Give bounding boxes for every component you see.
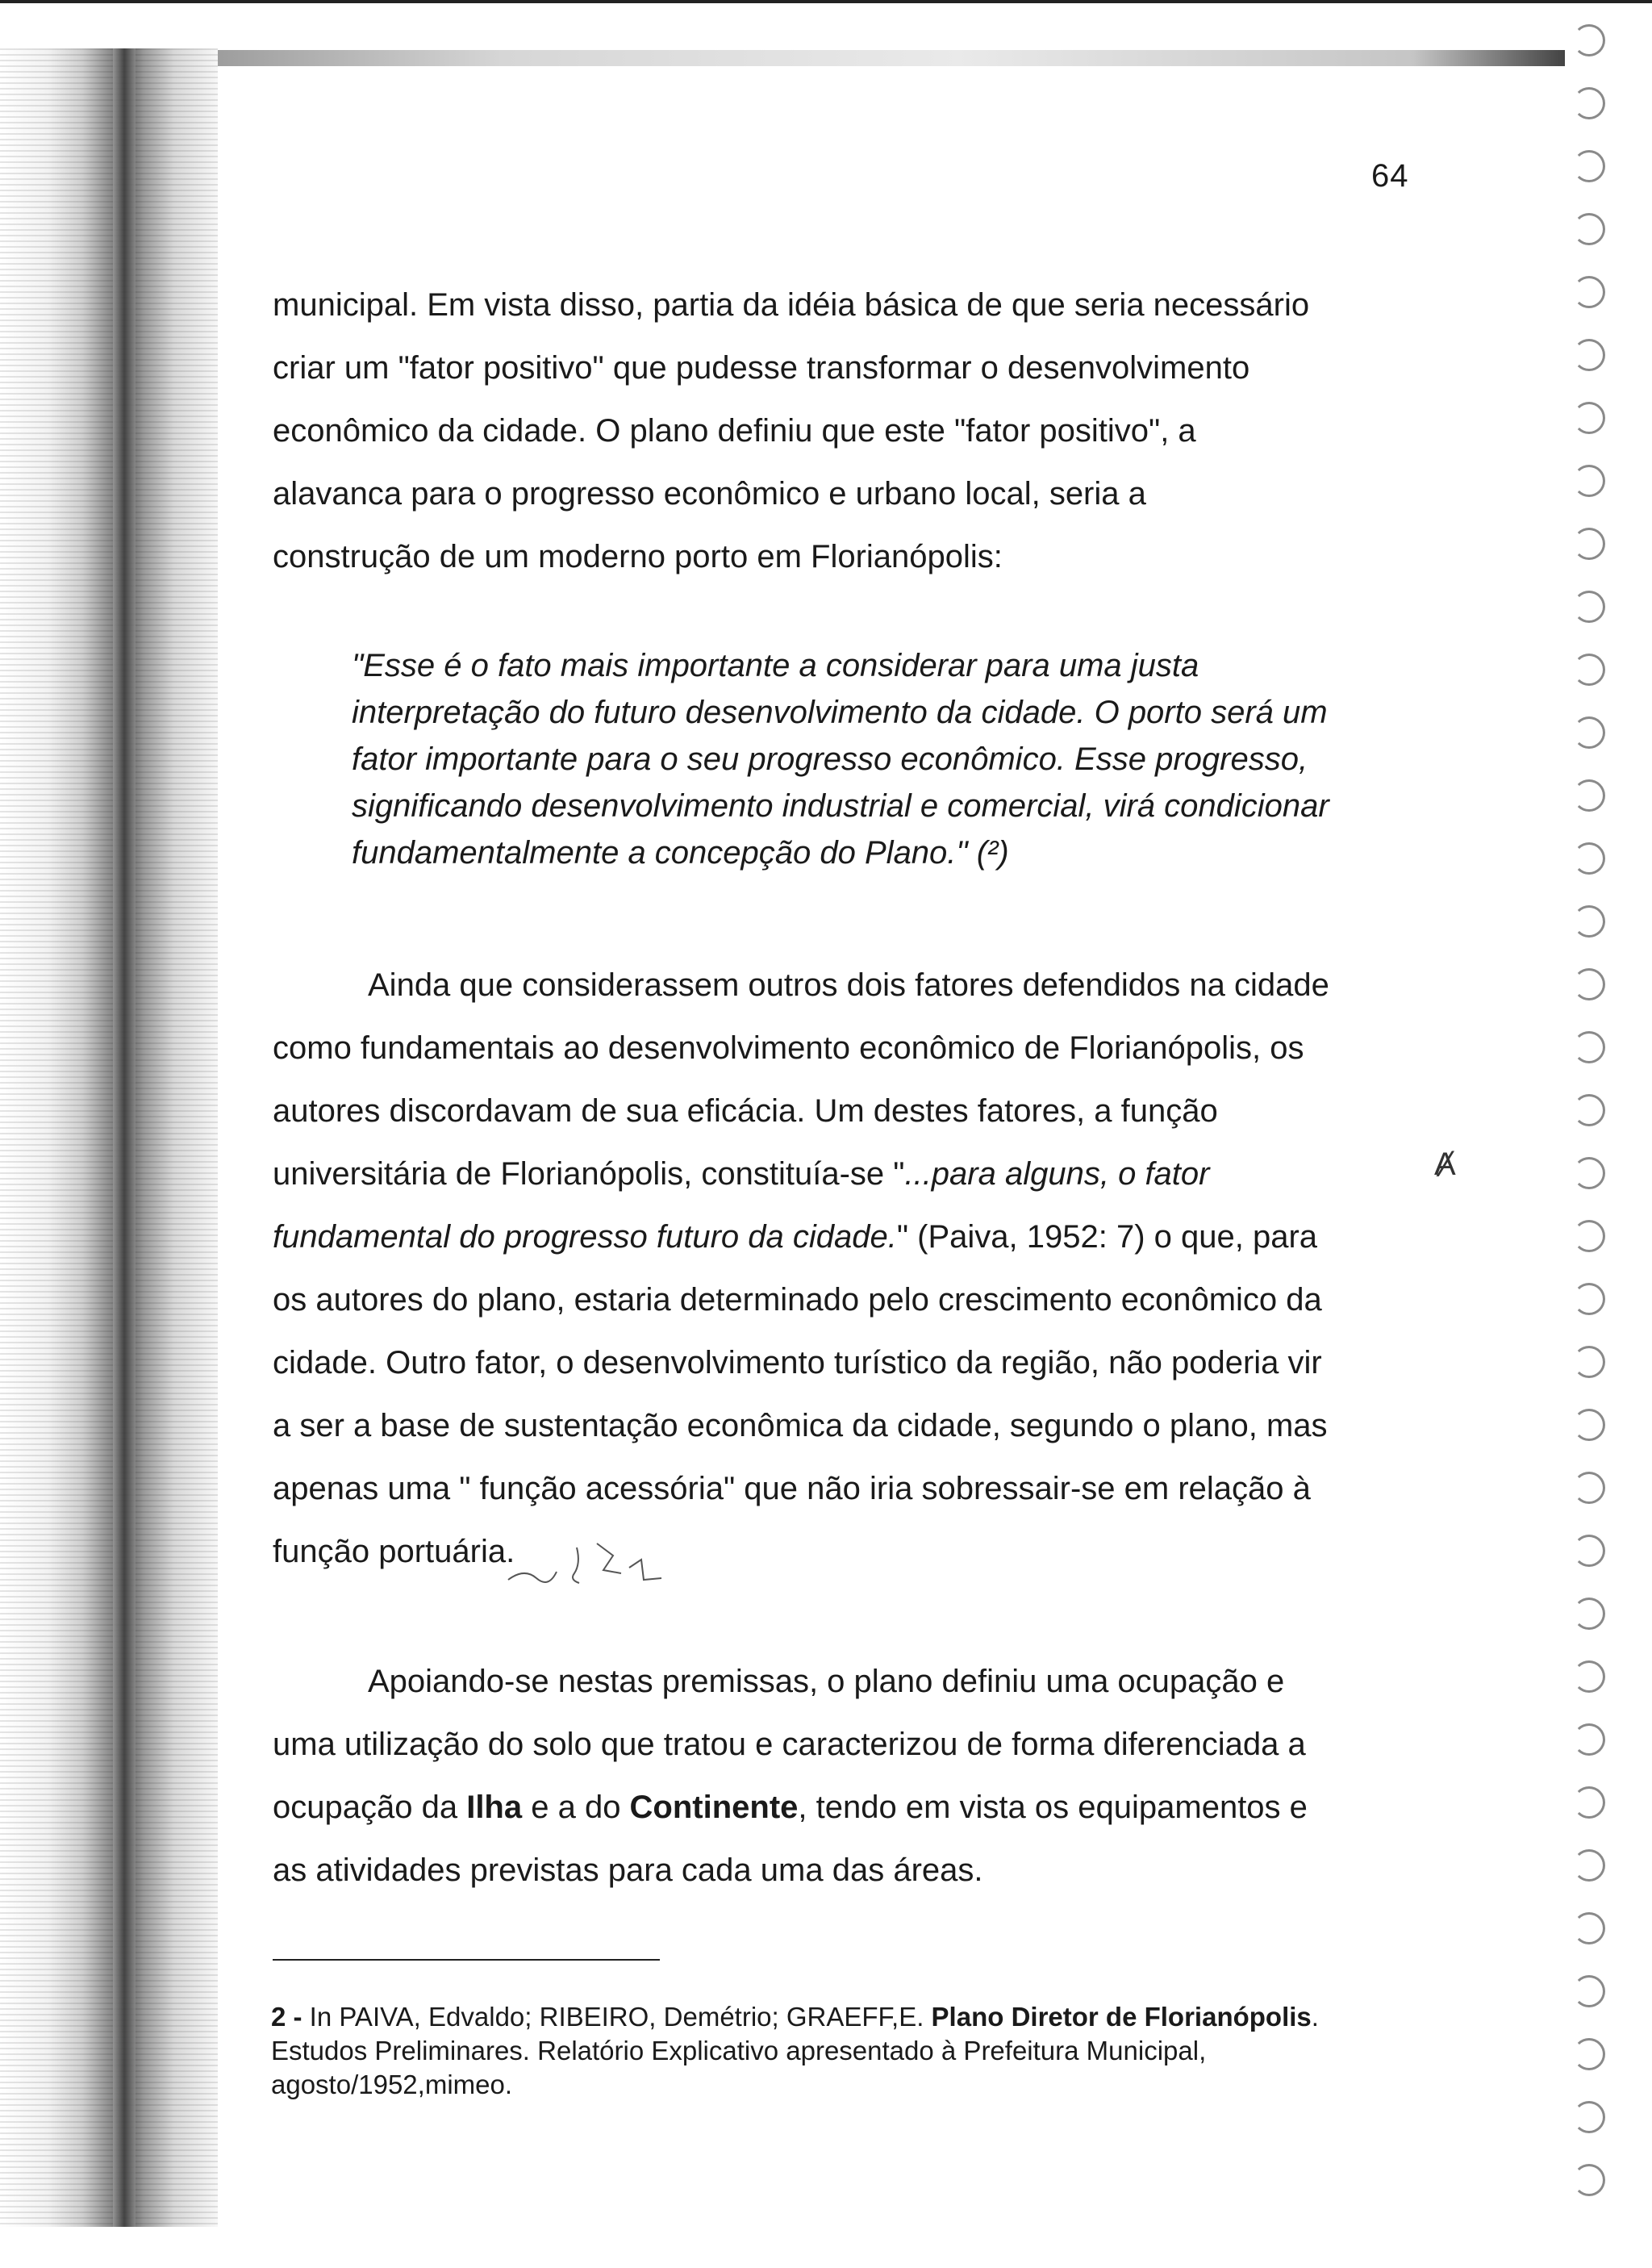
paragraph-2-line: função portuária. <box>273 1534 515 1569</box>
binding-ring <box>1573 465 1605 497</box>
paragraph-3-line: Apoiando-se nestas premissas, o plano definiu uma ocupação e <box>368 1664 1285 1699</box>
paragraph-2-line <box>273 1142 1416 1205</box>
binding-ring <box>1573 87 1605 119</box>
binding-ring <box>1573 654 1605 686</box>
binding-ring <box>1573 24 1605 56</box>
binding-ring <box>1573 1786 1605 1819</box>
footnote-marker: 2 - <box>271 2002 302 2032</box>
binding-ring <box>1573 1535 1605 1567</box>
binding-ring <box>1573 276 1605 308</box>
paragraph-2-line: os autores do plano, estaria determinado pelo crescimento econômico da <box>273 1282 1322 1318</box>
binding-ring <box>1573 1031 1605 1063</box>
paragraph-1-line: construção de um moderno porto em Florianópolis: <box>273 539 1003 574</box>
binding-ring <box>1573 591 1605 623</box>
footnote-separator <box>273 1959 660 1961</box>
binding-ring <box>1573 1157 1605 1189</box>
binding-ring <box>1573 2038 1605 2070</box>
binding-ring <box>1573 339 1605 371</box>
binding-ring <box>1573 1849 1605 1882</box>
footnote-authors: In PAIVA, Edvaldo; RIBEIRO, Demétrio; GRAEFF,E. <box>302 2002 932 2032</box>
binding-ring <box>1573 528 1605 560</box>
binding-ring <box>1573 716 1605 749</box>
text-fragment: , tendo em vista os equipamentos e <box>798 1790 1308 1825</box>
handwritten-scribble <box>500 1523 678 1596</box>
paragraph-2-line: como fundamentais ao desenvolvimento econômico de Florianópolis, os <box>273 1030 1304 1066</box>
binding-ring <box>1573 1975 1605 2007</box>
handwritten-margin-mark: Ⱥ <box>1434 1147 1456 1182</box>
page-top-edge <box>0 0 1652 3</box>
inline-quote-end: fundamental do progresso futuro da cidade. <box>273 1219 897 1255</box>
paragraph-1-line: criar um "fator positivo" que pudesse transformar o desenvolvimento <box>273 350 1250 386</box>
inline-quote-start: ...para alguns, o fator <box>904 1156 1210 1192</box>
binding-ring <box>1573 213 1605 245</box>
block-quote <box>352 642 1415 876</box>
paragraph-1-line: municipal. Em vista disso, partia da idéia básica de que seria necessário <box>273 287 1310 323</box>
text-fragment: ocupação da <box>273 1790 467 1825</box>
paragraph-1 <box>273 274 1416 588</box>
footnote <box>271 2000 1320 2102</box>
scan-top-shadow <box>48 50 1565 66</box>
text-fragment: e a do <box>522 1790 630 1825</box>
binding-ring <box>1573 2101 1605 2133</box>
paragraph-2-line <box>273 1205 1416 1268</box>
footnote-details: . Estudos Preliminares. Relatório Explicativo apresentado à Prefeitura Municipal, agosto/1952,mimeo. <box>271 2002 1319 2099</box>
paragraph-3-line <box>273 1776 1416 1839</box>
citation-lead-in: universitária de Florianópolis, constituía-se " <box>273 1156 905 1192</box>
page-number: 64 <box>1371 158 1409 194</box>
binding-ring <box>1573 1472 1605 1504</box>
binding-ring <box>1573 1723 1605 1756</box>
quote-line: significando desenvolvimento industrial e comercial, virá condicionar <box>352 788 1329 824</box>
binding-ring <box>1573 2164 1605 2196</box>
binding-ring <box>1573 1346 1605 1378</box>
binding-ring <box>1573 1598 1605 1630</box>
binding-ring <box>1573 842 1605 875</box>
bold-term-ilha: Ilha <box>466 1790 523 1825</box>
paragraph-1-line: econômico da cidade. O plano definiu que este "fator positivo", a <box>273 413 1196 449</box>
paragraph-2-line: apenas uma " função acessória" que não iria sobressair-se em relação à <box>273 1471 1311 1506</box>
binding-ring <box>1573 968 1605 1000</box>
paragraph-2-line: a ser a base de sustentação econômica da cidade, segundo o plano, mas <box>273 1408 1328 1443</box>
binding-ring <box>1573 150 1605 182</box>
binding-ring <box>1573 1912 1605 1944</box>
bold-term-continente: Continente <box>629 1790 799 1825</box>
binding-ring <box>1573 779 1605 812</box>
paragraph-2-line: cidade. Outro fator, o desenvolvimento turístico da região, não poderia vir <box>273 1345 1322 1380</box>
paragraph-3 <box>273 1650 1416 1902</box>
paragraph-2-line: Ainda que considerassem outros dois fatores defendidos na cidade <box>368 967 1329 1003</box>
paragraph-3-line: as atividades previstas para cada uma das áreas. <box>273 1852 983 1888</box>
quote-line: interpretação do futuro desenvolvimento da cidade. O porto será um <box>352 695 1328 730</box>
quote-line: fundamentalmente a concepção do Plano." (²) <box>352 835 1009 871</box>
quote-line: fator importante para o seu progresso econômico. Esse progresso, <box>352 741 1308 777</box>
binding-ring <box>1573 402 1605 434</box>
quote-line: "Esse é o fato mais importante a considerar para uma justa <box>352 648 1199 683</box>
paragraph-2-line: autores discordavam de sua eficácia. Um destes fatores, a função <box>273 1093 1218 1129</box>
paragraph-2 <box>273 954 1416 1583</box>
binding-spine-shadow <box>0 48 218 2227</box>
binding-ring <box>1573 905 1605 938</box>
paragraph-1-line: alavanca para o progresso econômico e urbano local, seria a <box>273 476 1146 512</box>
binding-ring <box>1573 1094 1605 1126</box>
binding-ring <box>1573 1283 1605 1315</box>
paragraph-3-line: uma utilização do solo que tratou e caracterizou de forma diferenciada a <box>273 1727 1306 1762</box>
citation-reference: " (Paiva, 1952: 7) o que, para <box>896 1219 1318 1255</box>
spiral-binding-rings <box>1525 24 1605 2235</box>
footnote-title: Plano Diretor de Florianópolis <box>931 2002 1312 2032</box>
binding-ring <box>1573 1220 1605 1252</box>
binding-ring <box>1573 1660 1605 1693</box>
binding-spine-core <box>113 48 136 2227</box>
binding-ring <box>1573 1409 1605 1441</box>
